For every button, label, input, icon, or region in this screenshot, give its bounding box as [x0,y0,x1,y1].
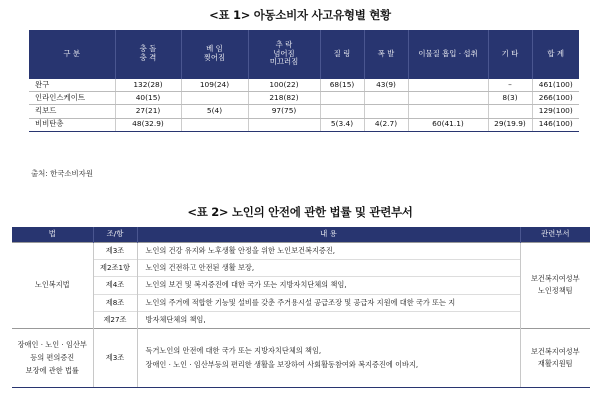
row-label: 킥보드 [29,105,115,118]
table2-title: <표 2> 노인의 안전에 관한 법률 및 관련부서 [187,205,413,219]
article-cell: 제8조 [93,294,137,311]
table-cell: 60(41.1) [408,118,488,131]
row-label: 비비탄총 [29,118,115,131]
law-name-line: 노인복지법 [34,280,70,290]
table-cell: 8(3) [488,92,532,105]
table1-title: <표 1> 아동소비자 사고유형별 현황 [209,8,391,22]
table-cell: 266(100) [532,92,579,105]
accident-type-table [29,30,579,132]
content-cell [137,328,520,387]
table1-column-header [364,30,408,79]
table-cell [408,79,488,92]
table2-header-row [12,227,590,243]
department-cell [520,243,590,329]
table-cell [181,92,248,105]
table-cell [248,118,320,131]
table-cell [320,105,364,118]
header-line: 이물질 흡입 · 섭취 [418,48,478,58]
table-cell [364,105,408,118]
law-name-line: 등의 편의증진 [30,352,75,362]
content-cell: 방자체단체의 책임, [137,311,520,328]
table-row [12,294,590,311]
table-cell: 40(15) [115,92,181,105]
table-cell [364,92,408,105]
header-line: 베 임 [206,44,223,54]
table-row [12,328,590,387]
row-label: 인라인스케이트 [29,92,115,105]
table-row [12,260,590,277]
table1-header-row [29,30,579,79]
article-cell: 제3조 [93,243,137,260]
department-line: 재활지원팀 [537,358,573,368]
table-cell: 4(2.7) [364,118,408,131]
table-cell: 146(100) [532,118,579,131]
content-cell: 노인의 주거에 적합한 기능및 설비를 갖춘 주거용시설 공급조장 및 공급자 지원에 대한 국가 또는 지 [137,294,520,311]
table-cell [408,92,488,105]
table-cell: 68(15) [320,79,364,92]
table-row [12,311,590,328]
table-cell: 43(9) [364,79,408,92]
department-line: 노인정책팀 [537,286,573,296]
header-line: 질 링 [333,48,351,58]
department-line: 보건복지여성부 [530,346,580,356]
table-cell: 97(75) [248,105,320,118]
table-row [29,79,579,92]
table-cell: 129(100) [532,105,579,118]
table-cell [320,92,364,105]
content-line: 장애인 · 노인 · 임산부등의 편리한 생활을 보장하여 사회활동참여와 복지증진에 이바지, [145,359,419,369]
table-cell [408,105,488,118]
table-cell: 5(3.4) [320,118,364,131]
table-cell: 48(32.9) [115,118,181,131]
table1-column-header [532,30,579,79]
table1-column-header [181,30,248,79]
header-line: 합 계 [547,48,565,58]
table-cell: 109(24) [181,79,248,92]
table-row [12,277,590,294]
article-cell: 제27조 [93,311,137,328]
header-line: 미끄러짐 [269,57,299,67]
table-cell [181,118,248,131]
table1-column-header [488,30,532,79]
article-cell: 제3조 [93,328,137,387]
table-cell [488,105,532,118]
header-line: 찢어짐 [203,53,226,62]
content-cell: 노인의 건전하고 안전된 생활 보장, [137,260,520,277]
content-cell: 노인의 건강 유지와 노후생활 안정을 위한 노인보건복지증진, [137,243,520,260]
table-cell: 5(4) [181,105,248,118]
header-line: 추 락 [275,40,293,50]
department-line: 보건복지여성부 [530,274,580,284]
header-line: 충 격 [139,53,157,62]
table-cell: 100(22) [248,79,320,92]
row-label: 완구 [29,79,115,92]
law-name-cell [12,243,93,329]
table-cell: 461(100) [532,79,579,92]
content-cell: 노인의 보건 및 복지증진에 대한 국가 또는 지방자치단체의 책임, [137,277,520,294]
table1-column-header [248,30,320,79]
table1-column-header [408,30,488,79]
header-line: 넘어짐 [273,48,295,58]
table-row [29,118,579,131]
table1-column-header [115,30,181,79]
table-cell: – [488,79,532,92]
table2-column-header: 조/항 [93,227,137,243]
article-cell: 제4조 [93,277,137,294]
table1-column-header [29,30,115,79]
header-line: 폭 발 [377,48,395,58]
article-cell: 제2조1항 [93,260,137,277]
law-name-line: 장애인 · 노인 · 임산부 [17,339,87,349]
table2-column-header: 법 [12,227,93,243]
department-cell [520,328,590,387]
table-cell: 132(28) [115,79,181,92]
law-name-line: 보장에 관한 법률 [25,366,79,376]
table-row [29,92,579,105]
table-cell: 29(19.9) [488,118,532,131]
header-line: 구 분 [63,48,81,58]
table2-column-header: 관련부서 [520,227,590,243]
table-cell: 27(21) [115,105,181,118]
table-row [29,105,579,118]
elderly-safety-law-table [12,227,590,388]
table1-column-header [320,30,364,79]
table2-column-header: 내 용 [137,227,520,243]
table-row [12,243,590,260]
law-name-cell [12,328,93,387]
header-line: 기 타 [501,48,519,58]
table1-source: 출처: 한국소비자원 [31,169,93,178]
table-cell: 218(82) [248,92,320,105]
header-line: 충 돌 [139,44,157,54]
content-line: 독거노인의 안전에 대한 국가 또는 지방자치단체의 책임, [145,345,322,355]
